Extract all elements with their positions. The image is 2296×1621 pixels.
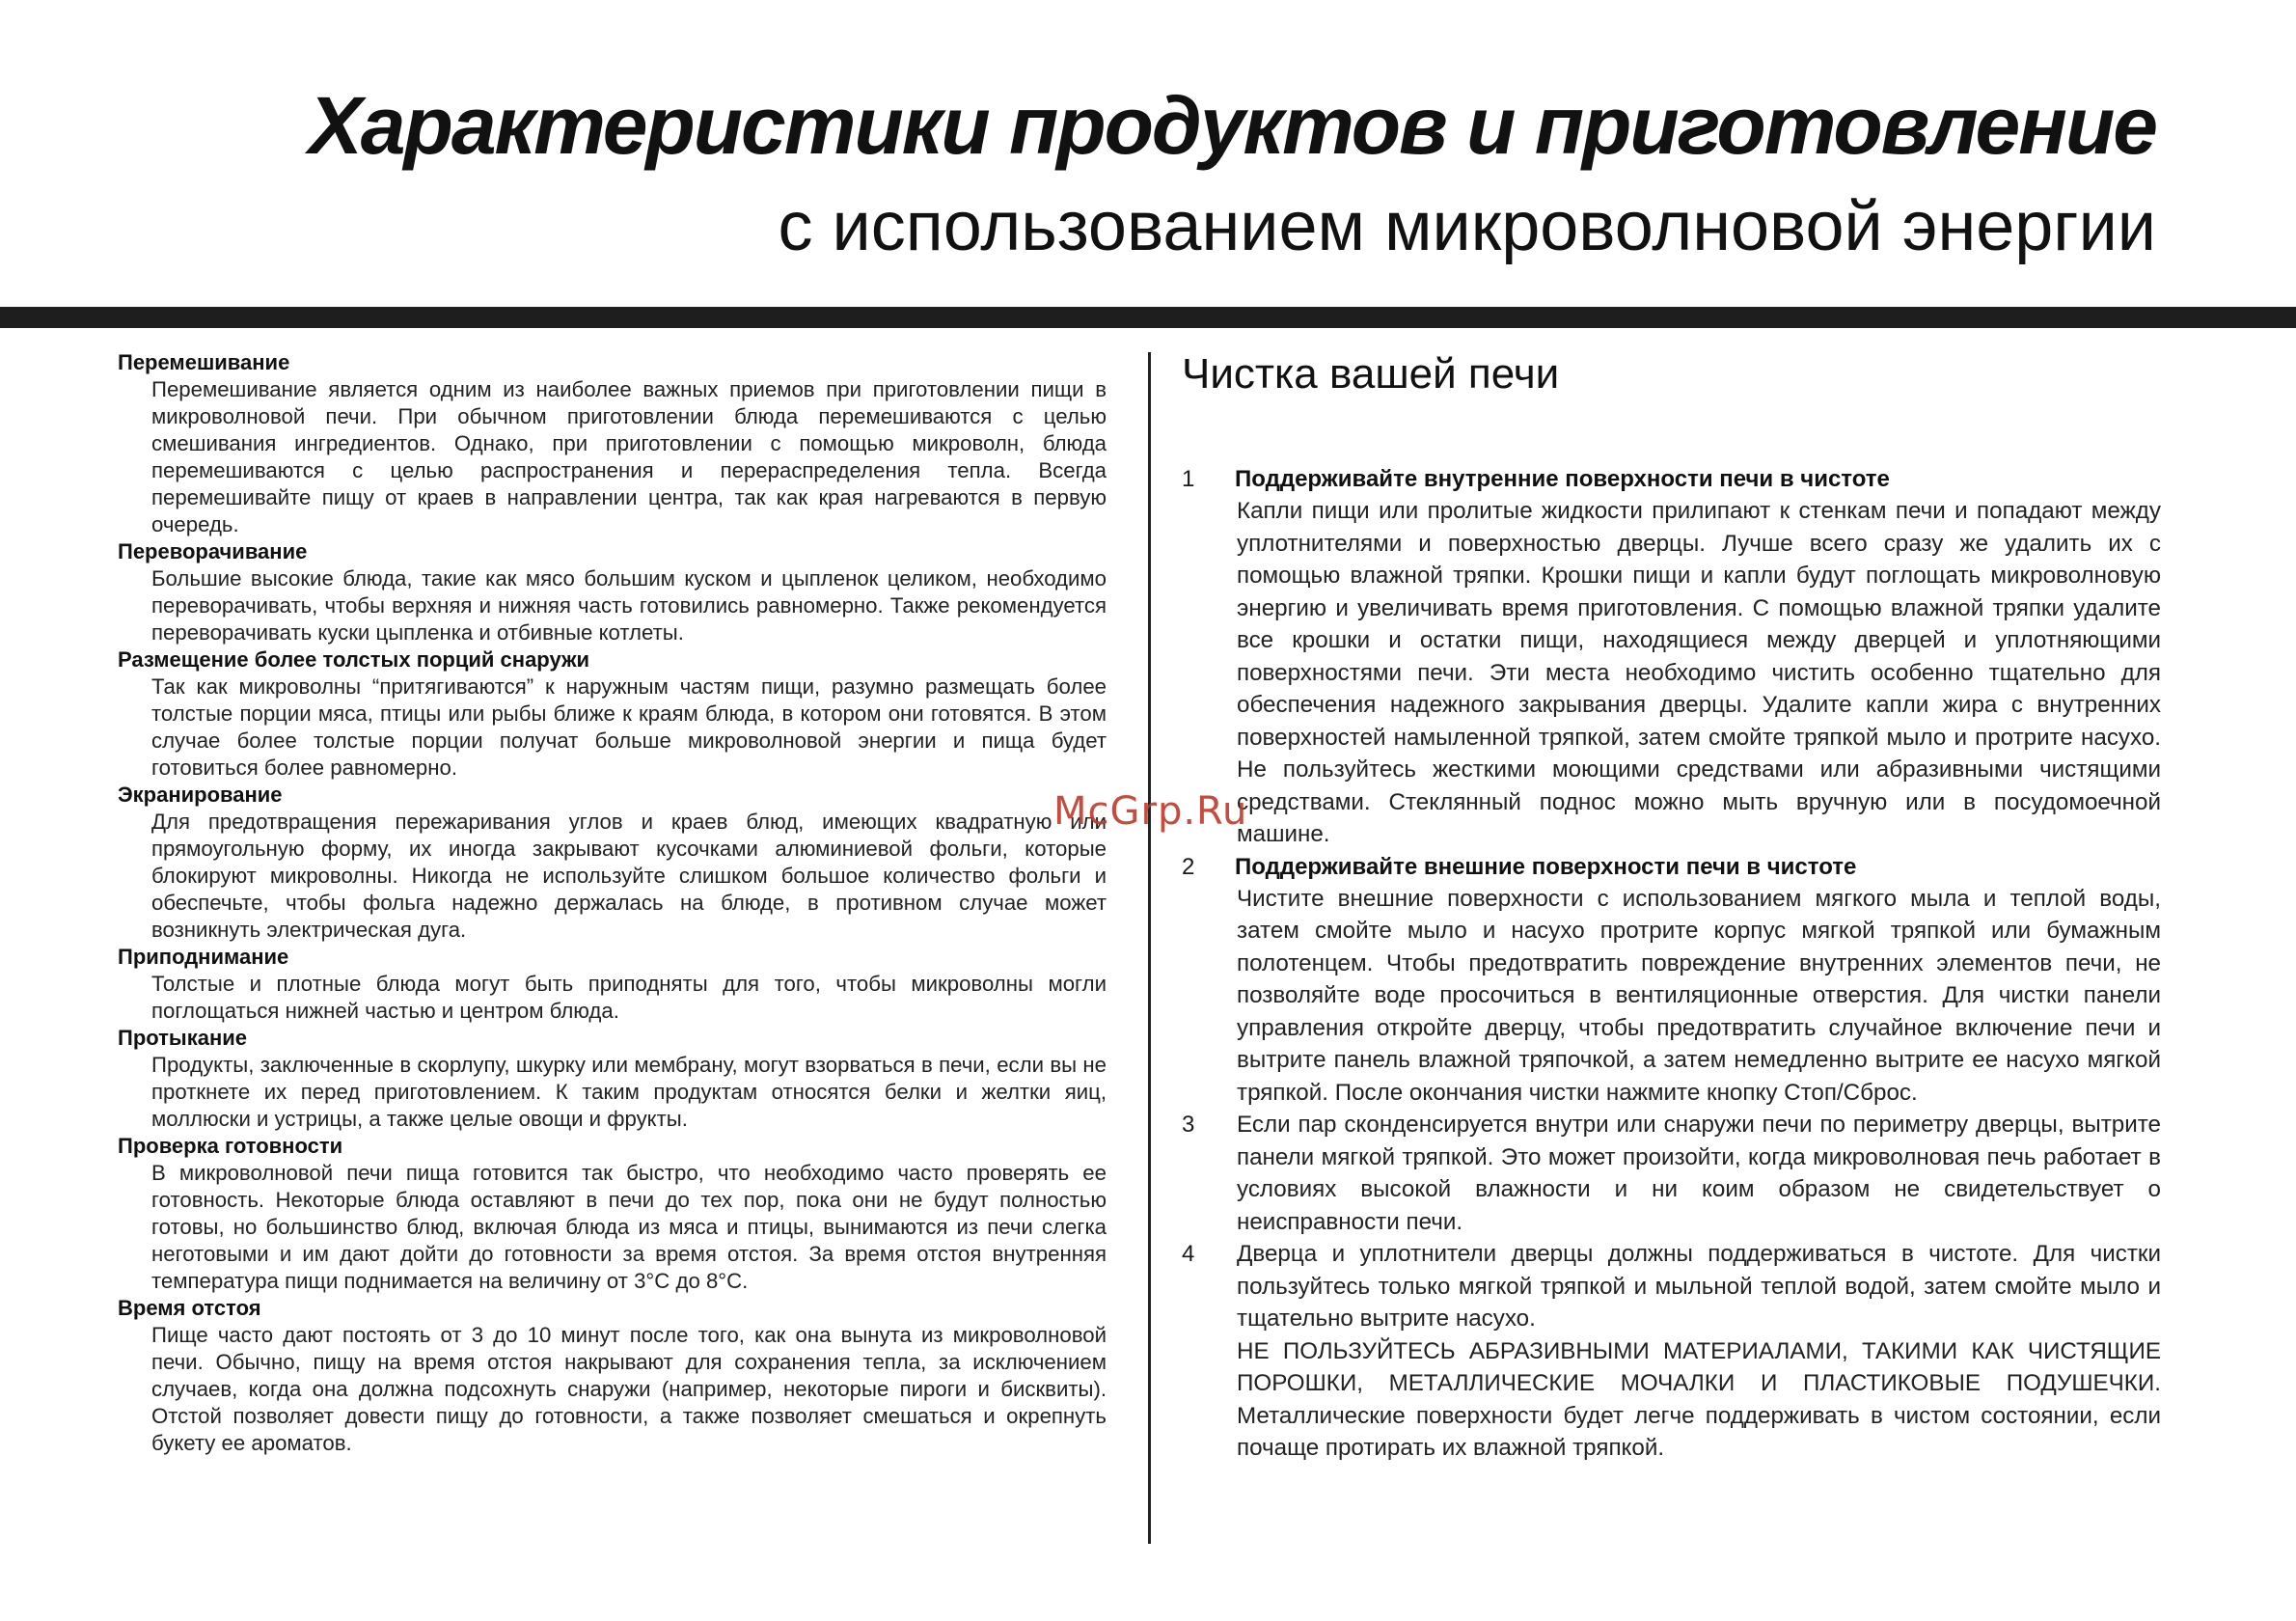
section-shielding xyxy=(118,782,1107,944)
section-body: Пище часто дают постоять от 3 до 10 минут после того, как она вынута из микроволновой печи. Обычно, пищу на время отстоя накрывают для сохранения тепла, за исключением случаев, когда она должна подсохнуть снаружи (например, некоторые пироги и бисквиты). Отстой позволяет довести пищу до готовности, а также позволяет смешаться и окрепнуть букету ее ароматов. xyxy=(151,1323,1107,1455)
item-number: 1 xyxy=(1182,466,1195,492)
section-piercing xyxy=(118,1025,1107,1133)
cleaning-section-title: Чистка вашей печи xyxy=(1182,350,1560,398)
section-body: В микроволновой печи пища готовится так быстро, что необходимо часто проверять ее готовность. Некоторые блюда оставляют в печи до тех пор, пока они не будут полностью готовы, но большинство блюд, включая блюда из мяса и птицы, вынимаются из печи слегка неготовыми и им дают дойти до готовности за время отстоя. За время отстоя внутренняя температура пищи поднимается на величину от 3°С до 8°С. xyxy=(151,1161,1107,1293)
column-divider xyxy=(1148,352,1151,1544)
section-heading: Время отстоя xyxy=(118,1296,261,1320)
cleaning-item-3 xyxy=(1182,1109,2161,1238)
section-heading: Экранирование xyxy=(118,783,283,807)
cleaning-list xyxy=(1182,463,2161,1465)
watermark-text: McGrp.Ru xyxy=(1053,789,1248,834)
section-body: Продукты, заключенные в скорлупу, шкурку или мембрану, могут взорваться в печи, если вы не проткнете их перед приготовлением. К таким продуктам относятся белки и желтки яиц, моллюски и устрицы, а также целые овощи и фрукты. xyxy=(151,1053,1107,1131)
section-body: Толстые и плотные блюда могут быть приподняты для того, чтобы микроволны могли поглощаться нижней частью и центром блюда. xyxy=(151,972,1107,1023)
section-body: Перемешивание является одним из наиболее важных приемов при приготовлении пищи в микроволновой печи. При обычном приготовлении блюда перемешиваются с целью смешивания ингредиентов. Однако, при приготовлении с помощью микроволн, блюда перемешиваются с целью распространения и перераспределения тепла. Всегда перемешивайте пищу от краев в направлении центра, так как края нагреваются в первую очередь. xyxy=(151,377,1107,536)
section-heading: Протыкание xyxy=(118,1026,247,1050)
section-stirring xyxy=(118,349,1107,538)
section-heading: Проверка готовности xyxy=(118,1134,343,1158)
page-title: Характеристики продуктов и приготовление xyxy=(308,80,2156,171)
section-elevating xyxy=(118,944,1107,1025)
cleaning-item-4 xyxy=(1182,1238,2161,1465)
item-number: 2 xyxy=(1182,853,1195,880)
section-heading: Перемешивание xyxy=(118,350,290,374)
item-number: 3 xyxy=(1182,1112,1195,1138)
item-warning-text: НЕ ПОЛЬЗУЙТЕСЬ АБРАЗИВНЫМИ МАТЕРИАЛАМИ, ТАКИМИ КАК ЧИСТЯЩИЕ ПОРОШКИ, МЕТАЛЛИЧЕСКИЕ МОЧАЛКИ И ПЛАСТИКОВЫЕ ПОДУШЕЧКИ. Металлические поверхности будет легче поддерживать в чистом состоянии, если почаще протирать их влажной тряпкой. xyxy=(1237,1337,2161,1461)
item-heading: Поддерживайте внешние поверхности печи в чистоте xyxy=(1235,853,1857,880)
section-heading: Приподнимание xyxy=(118,945,289,969)
section-standing-time xyxy=(118,1295,1107,1457)
item-heading: Поддерживайте внутренние поверхности печи в чистоте xyxy=(1235,466,1890,492)
section-heading: Переворачивание xyxy=(118,539,308,563)
page-subtitle: с использованием микроволновой энергии xyxy=(778,188,2156,265)
item-body: Дверца и уплотнители дверцы должны поддерживаться в чистоте. Для чистки пользуйтесь только мягкой тряпкой и мыльной теплой водой, затем смойте мыло и тщательно вытрите насухо. xyxy=(1237,1241,2161,1332)
section-thick-portions xyxy=(118,646,1107,782)
section-body: Большие высокие блюда, такие как мясо большим куском и цыпленок целиком, необходимо переворачивать, чтобы верхняя и нижняя часть готовились равномерно. Также рекомендуется переворачивать куски цыпленка и отбивные котлеты. xyxy=(151,566,1107,645)
item-number: 4 xyxy=(1182,1241,1195,1267)
cleaning-item-2 xyxy=(1182,851,2161,1110)
section-doneness xyxy=(118,1133,1107,1295)
section-body: Для предотвращения пережаривания углов и краев блюд, имеющих квадратную или прямоугольную форму, их иногда закрывают кусочками алюминиевой фольги, которые блокируют микроволны. Никогда не используйте слишком большое количество фольги и обеспечьте, чтобы фольга надежно держалась на блюде, в противном случае может возникнуть электрическая дуга. xyxy=(151,810,1107,942)
section-body: Так как микроволны “притягиваются” к наружным частям пищи, разумно размещать более толстые порции мяса, птицы или рыбы ближе к краям блюда, в котором они готовятся. В этом случае более толстые порции получат больше микроволновой энергии и пища будет готовиться более равномерно. xyxy=(151,674,1107,780)
item-body: Если пар сконденсируется внутри или снаружи печи по периметру дверцы, вытрите панели мягкой тряпкой. Это может произойти, когда микроволновая печь работает в условиях высокой влажности и ни коим образом не свидетельствует о неисправности печи. xyxy=(1237,1112,2161,1235)
item-body: Капли пищи или пролитые жидкости прилипают к стенкам печи и попадают между уплотнителями и поверхностью дверцы. Лучше всего сразу же удалить их с помощью влажной тряпки. Крошки пищи и капли будут поглощать микроволновую энергию и увеличивать время приготовления. С помощью влажной тряпки удалите все крошки и остатки пищи, находящиеся между дверцей и уплотняющими поверхностями печи. Эти места необходимо чистить особенно тщательно для обеспечения надежного закрывания дверцы. Удалите капли жира с внутренних поверхностей намыленной тряпкой, затем смойте тряпкой мыло и протрите насухо. Не пользуйтесь жесткими моющими средствами или абразивными чистящими средствами. Стеклянный поднос можно мыть вручную или в посудомоечной машине. xyxy=(1237,498,2161,847)
section-turning xyxy=(118,538,1107,646)
section-heading: Размещение более толстых порций снаружи xyxy=(118,647,590,672)
item-body: Чистите внешние поверхности с использованием мягкого мыла и теплой воды, затем смойте мыло и насухо протрите корпус мягкой тряпкой или бумажным полотенцем. Чтобы предотвратить повреждение внутренних элементов печи, не позволяйте воде просочиться в вентиляционные отверстия. Для чистки панели управления откройте дверцу, чтобы предотвратить случайное включение печи и вытрите панель влажной тряпочкой, а затем немедленно вытрите ее насухо мягкой тряпкой. После окончания чистки нажмите кнопку Стоп/Сброс. xyxy=(1237,885,2161,1106)
header-divider-bar xyxy=(0,307,2296,328)
left-column xyxy=(118,349,1107,1457)
cleaning-item-1 xyxy=(1182,463,2161,851)
